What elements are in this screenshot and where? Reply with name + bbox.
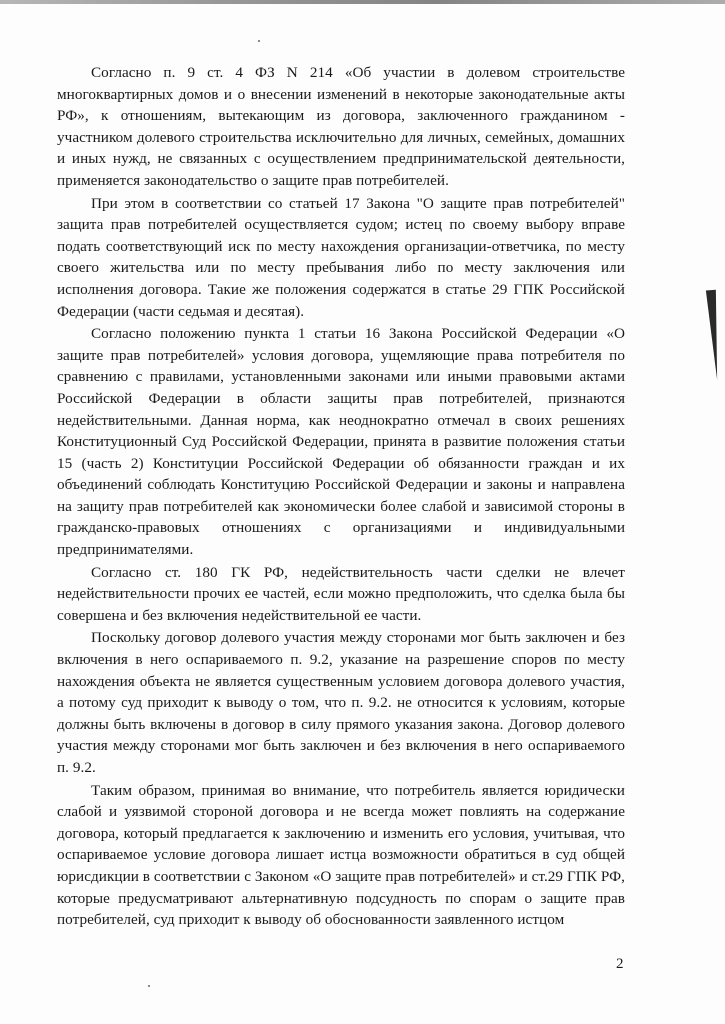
paragraph: Согласно ст. 180 ГК РФ, недействительность части сделки не влечет недействительности прочих ее частей, если можно предположить, что сделка была бы совершена и без включения недействительной ее части. xyxy=(57,563,625,624)
paragraph: Поскольку договор долевого участия между сторонами мог быть заключен и без включения в него оспариваемого п. 9.2, указание на разрешение споров по месту нахождения объекта не является существенным условием договора долевого участия, а потому суд приходит к выводу о том, что п. 9.2. не относится к условиям, которые должны быть включены в договор в силу прямого указания закона. Договор долевого участия между сторонами мог быть заключен и без включения в него оспариваемого п. 9.2. xyxy=(57,629,625,776)
paragraph: Согласно п. 9 ст. 4 ФЗ N 214 «Об участии в долевом строительстве многоквартирных домов и о внесении изменений в некоторые законодательные акты РФ», к отношениям, вытекающим из договора, заключенного гражданином - участником долевого строительства исключительно для личных, семейных, домашних и иных нужд, не связанных с осуществлением предпринимательской деятельности, применяется законодательство о защите прав потребителей. xyxy=(57,64,625,189)
paragraph: Таким образом, принимая во внимание, что потребитель является юридически слабой и уязвимой стороной договора и не всегда может повлиять на содержание договора, который предлагается к заключению и изменить его условия, учитывая, что оспариваемое условие договора лишает истца возможности обратиться в суд общей юрисдикции в соответствии с Законом «О защите прав потребителей» и ст.29 ГПК РФ, которые предусматривают альтернативную подсудность по спорам о защите прав потребителей, суд приходит к выводу об обоснованности заявленного истцом xyxy=(57,781,625,929)
scan-speck xyxy=(258,40,260,42)
scan-margin-mark xyxy=(706,290,722,380)
scan-speck xyxy=(148,985,150,987)
paragraph: При этом в соответствии со статьей 17 Закона "О защите прав потребителей" защита прав потребителей осуществляется судом; истец по своему выбору вправе подать соответствующий иск по месту нахождения организации-ответчика, по месту своего жительства или по месту пребывания либо по месту заключения или исполнения договора. Такие же положения содержатся в статье 29 ГПК Российской Федерации (части седьмая и десятая). xyxy=(57,194,625,320)
page-number: 2 xyxy=(616,956,624,972)
document-body xyxy=(57,62,625,931)
paragraph: Согласно положению пункта 1 статьи 16 Закона Российской Федерации «О защите прав потребителей» условия договора, ущемляющие права потребителя по сравнению с правилами, установленными законами или иными правовыми актами Российской Федерации в области защиты прав потребителей, признаются недействительными. Данная норма, как неоднократно отмечал в своих решениях Конституционный Суд Российской Федерации, принята в развитие положения статьи 15 (часть 2) Конституции Российской Федерации об обязанности граждан и их объединений соблюдать Конституцию Российской Федерации и законы и направлена на защиту прав потребителей как экономически более слабой и зависимой стороны в гражданско-правовых отношениях с организациями и индивидуальными предпринимателями. xyxy=(57,325,625,559)
scan-edge-line xyxy=(0,0,725,4)
